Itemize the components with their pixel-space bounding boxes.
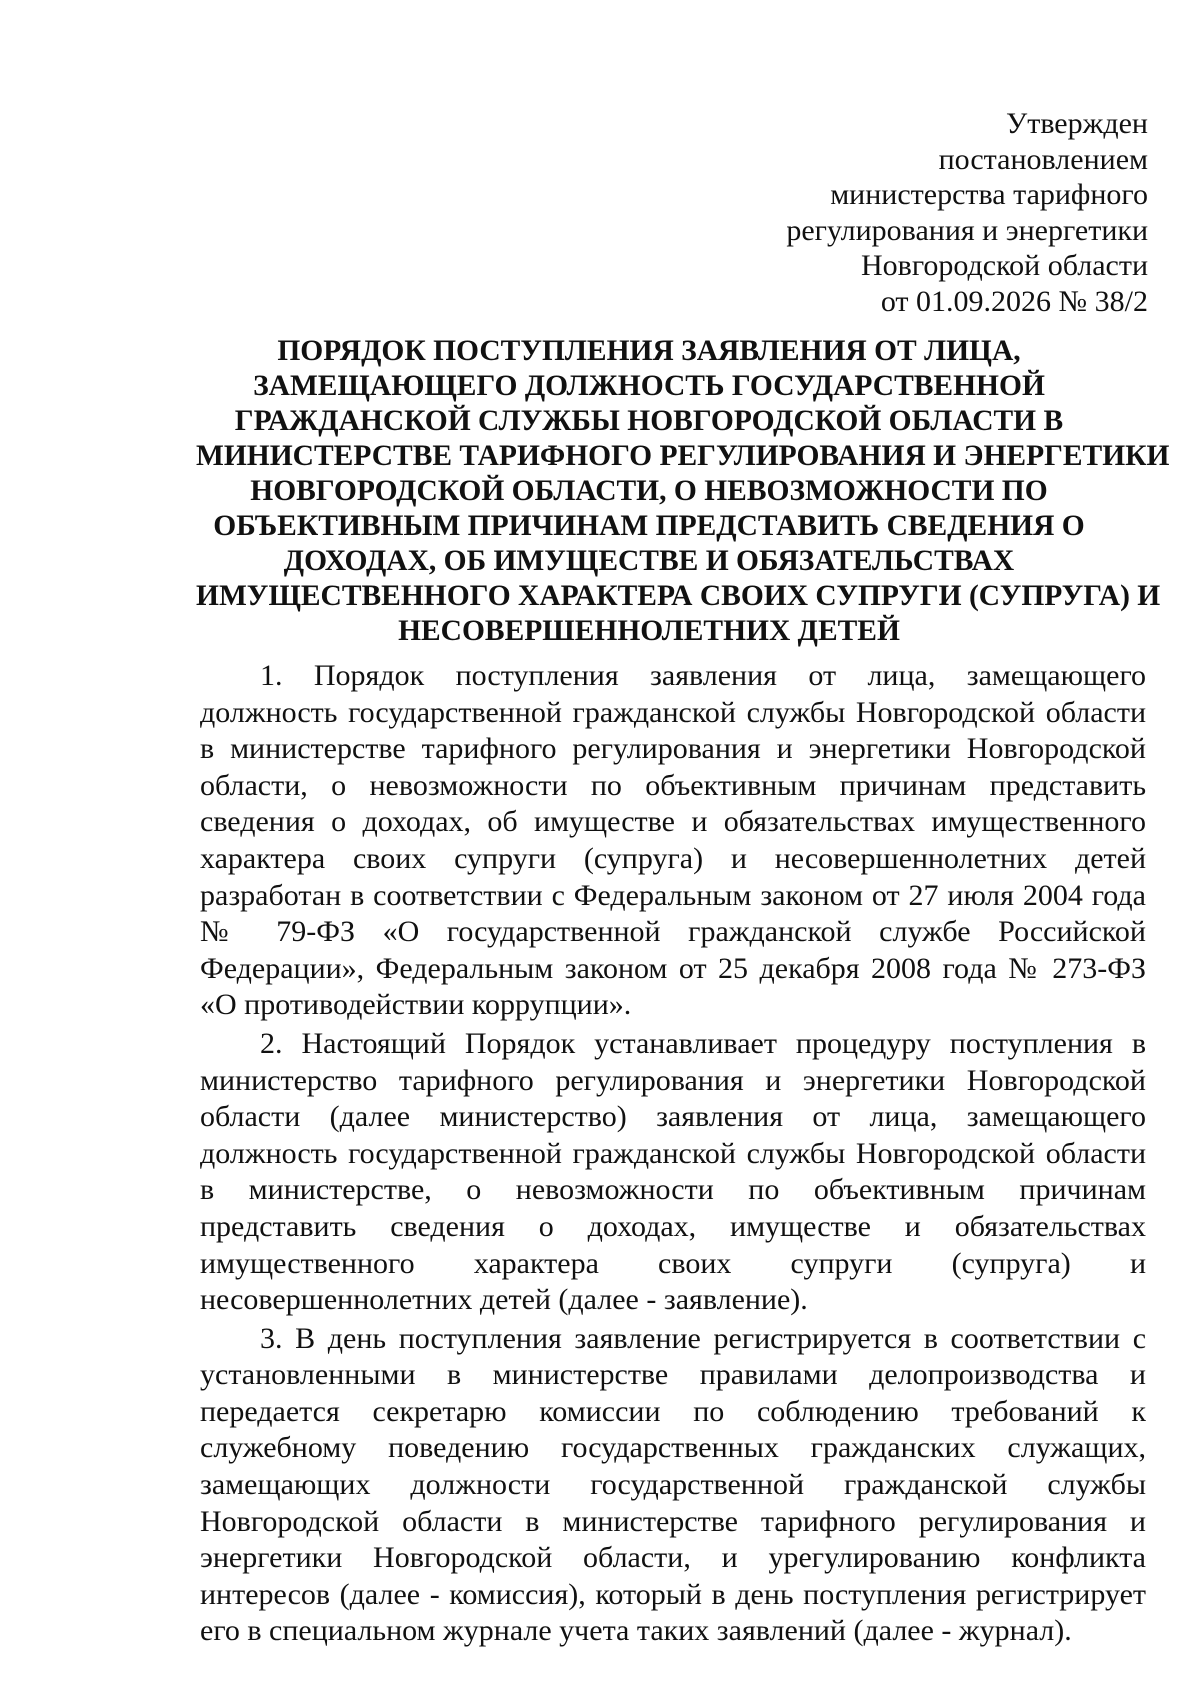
title-line: ГРАЖДАНСКОЙ СЛУЖБЫ НОВГОРОДСКОЙ ОБЛАСТИ В [234,405,1064,437]
title-line: МИНИСТЕРСТВЕ ТАРИФНОГО РЕГУЛИРОВАНИЯ И ЭНЕРГЕТИКИ [196,440,1170,472]
title-line: ИМУЩЕСТВЕННОГО ХАРАКТЕРА СВОИХ СУПРУГИ (СУПРУГА) И [196,580,1161,612]
title-line: ОБЪЕКТИВНЫМ ПРИЧИНАМ ПРЕДСТАВИТЬ СВЕДЕНИЯ О [213,510,1085,542]
paragraph-text: Настоящий Порядок устанавливает процедуру поступления в министерство тарифного регулирования и энергетики Новгородской области (далее министерство) заявления от лица, замещающего должность государственной гражданской службы Новгородской области в министерстве, о невозможности по объективным причинам представить сведения о доходах, имуществе и обязательствах имущественного характера своих супруги (супруга) и несовершеннолетних детей (далее - заявление). [200,1026,1146,1317]
paragraph-number: 3. [260,1321,283,1355]
approval-line: Новгородской области [861,249,1148,282]
title-line: ДОХОДАХ, ОБ ИМУЩЕСТВЕ И ОБЯЗАТЕЛЬСТВАХ [283,545,1015,577]
paragraph-text: В день поступления заявление регистрируется в соответствии с установленными в министерстве правилами делопроизводства и передается секретарю комиссии по соблюдению требований к служебному поведению государственных гражданских служащих, замещающих должности государственной гражданской службы Новгородской области в министерстве тарифного регулирования и энергетики Новгородской области, и урегулированию конфликта интересов (далее - комиссия), который в день поступления регистрирует его в специальном журнале учета таких заявлений (далее - журнал). [200,1321,1147,1648]
paragraph-1 [200,658,1146,1024]
approval-line: от 01.09.2026 № 38/2 [880,284,1148,318]
paragraph-3 [200,1321,1146,1650]
paragraph-number: 1. [260,659,283,692]
paragraph-text: Порядок поступления заявления от лица, замещающего должность государственной гражданской службы Новгородской области в министерстве тарифного регулирования и энергетики Новгородской области, о невозможности по объективным причинам представить сведения о доходах, об имуществе и обязательствах имущественного характера своих супруги (супруга) и несовершеннолетних детей разработан в соответствии с Федеральным законом от 27 июля 2004 года № 79-ФЗ «О государственной гражданской службе Российской Федерации», Федеральным законом от 25 декабря 2008 года № 273-ФЗ «О противодействии коррупции». [200,659,1146,1022]
paragraph-number: 2. [260,1026,283,1060]
approval-stamp [628,106,1148,319]
approval-line: регулирования и энергетики [786,213,1148,247]
title-line: ПОРЯДОК ПОСТУПЛЕНИЯ ЗАЯВЛЕНИЯ ОТ ЛИЦА, [277,335,1021,367]
approval-line: министерства тарифного [830,178,1148,211]
title-line: НОВГОРОДСКОЙ ОБЛАСТИ, О НЕВОЗМОЖНОСТИ ПО [250,475,1048,507]
title-line: ЗАМЕЩАЮЩЕГО ДОЛЖНОСТЬ ГОСУДАРСТВЕННОЙ [253,370,1045,402]
paragraph-2 [200,1026,1146,1319]
approval-line: Утвержден [1005,107,1148,140]
document-title [196,334,1170,649]
title-line: НЕСОВЕРШЕННОЛЕТНИХ ДЕТЕЙ [398,615,900,647]
document-body [200,658,1146,1652]
approval-line: постановлением [938,142,1148,176]
